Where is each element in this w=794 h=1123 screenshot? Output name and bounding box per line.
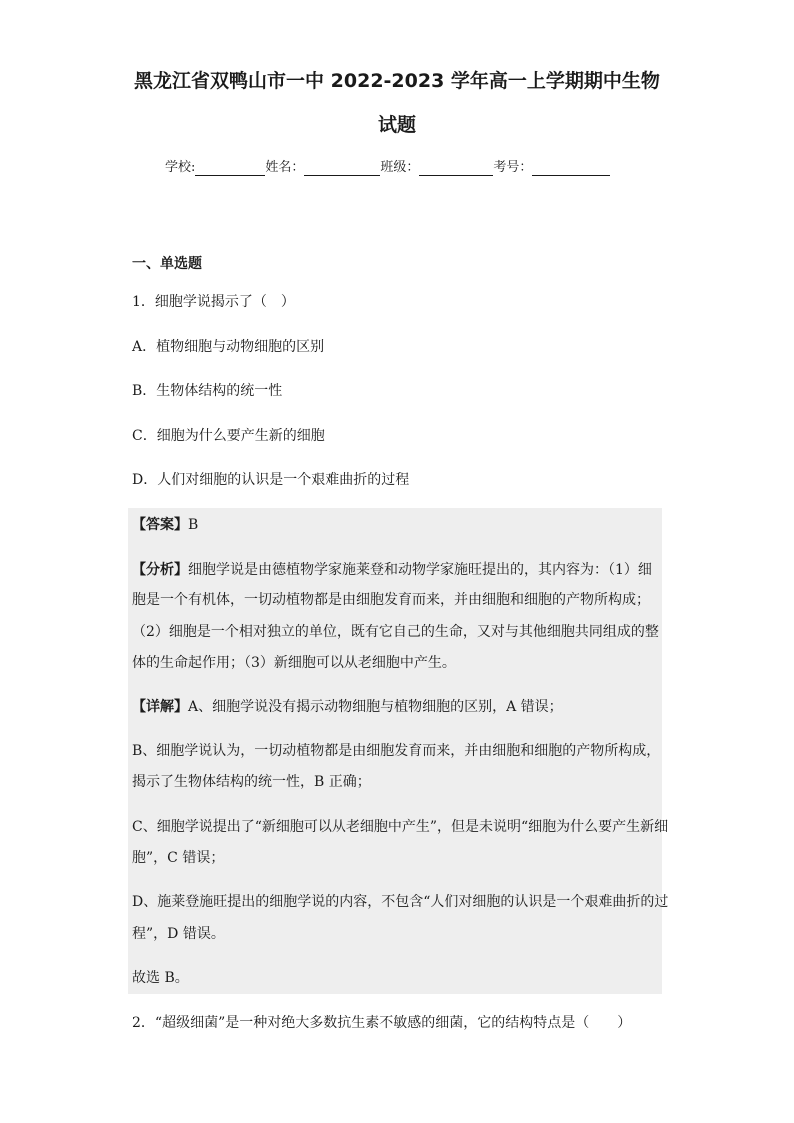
conclusion-line: 故选 B。 [132, 970, 189, 986]
page-title: 黑龙江省双鸭山市一中 2022-2023 学年高一上学期期中生物 [134, 70, 660, 92]
answer-tag: 【答案】 [132, 517, 188, 533]
school-label: 学校: [165, 160, 196, 175]
section-title: 一、单选题 [132, 256, 202, 272]
exam-no-blank[interactable] [532, 160, 610, 176]
question-1-option-b: B．生物体结构的统一性 [132, 383, 283, 399]
detail-line-5: 胞”，C 错误； [132, 850, 225, 866]
detail-line-3: 揭示了生物体结构的统一性，B 正确； [132, 774, 371, 790]
analysis-line-1 [132, 560, 652, 580]
answer-value: B [188, 517, 199, 533]
detail-text: A、细胞学说没有揭示动物细胞与植物细胞的区别，A 错误； [188, 699, 563, 715]
detail-line-1 [132, 697, 563, 717]
analysis-line-3: （2）细胞是一个相对独立的单位，既有它自己的生命，又对与其他细胞共同组成的整 [132, 624, 659, 640]
question-1-option-d: D．人们对细胞的认识是一个艰难曲折的过程 [132, 472, 410, 488]
question-1-option-c: C．细胞为什么要产生新的细胞 [132, 428, 325, 444]
detail-line-2: B、细胞学说认为，一切动植物都是由细胞发育而来，并由细胞和细胞的产物所构成， [132, 743, 661, 759]
class-label: 班级： [380, 160, 420, 175]
detail-line-7: 程”，D 错误。 [132, 926, 225, 942]
analysis-line-2: 胞是一个有机体，一切动植物都是由细胞发育而来，并由细胞和细胞的产物所构成； [132, 592, 650, 608]
exam-no-label: 考号： [493, 160, 533, 175]
question-1-option-a: A．植物细胞与动物细胞的区别 [132, 339, 325, 355]
name-label: 姓名： [265, 160, 305, 175]
analysis-line-4: 体的生命起作用；（3）新细胞可以从老细胞中产生。 [132, 655, 456, 671]
question-1-stem: 1．细胞学说揭示了（ ） [132, 294, 295, 310]
analysis-tag: 【分析】 [132, 562, 188, 578]
school-blank[interactable] [195, 160, 265, 176]
answer-line [132, 515, 198, 535]
detail-line-4: C、细胞学说提出了“新细胞可以从老细胞中产生”，但是未说明“细胞为什么要产生新细 [132, 819, 669, 835]
class-blank[interactable] [419, 160, 493, 176]
name-blank[interactable] [304, 160, 380, 176]
analysis-text: 细胞学说是由德植物学家施莱登和动物学家施旺提出的，其内容为：（1）细 [188, 562, 652, 578]
student-info-row [165, 158, 635, 178]
page-title-continued: 试题 [377, 114, 416, 136]
detail-line-6: D、施莱登施旺提出的细胞学说的内容，不包含“人们对细胞的认识是一个艰难曲折的过 [132, 894, 669, 910]
detail-tag: 【详解】 [132, 699, 188, 715]
question-2-stem: 2．“超级细菌”是一种对绝大多数抗生素不敏感的细菌，它的结构特点是（ ） [132, 1015, 632, 1031]
